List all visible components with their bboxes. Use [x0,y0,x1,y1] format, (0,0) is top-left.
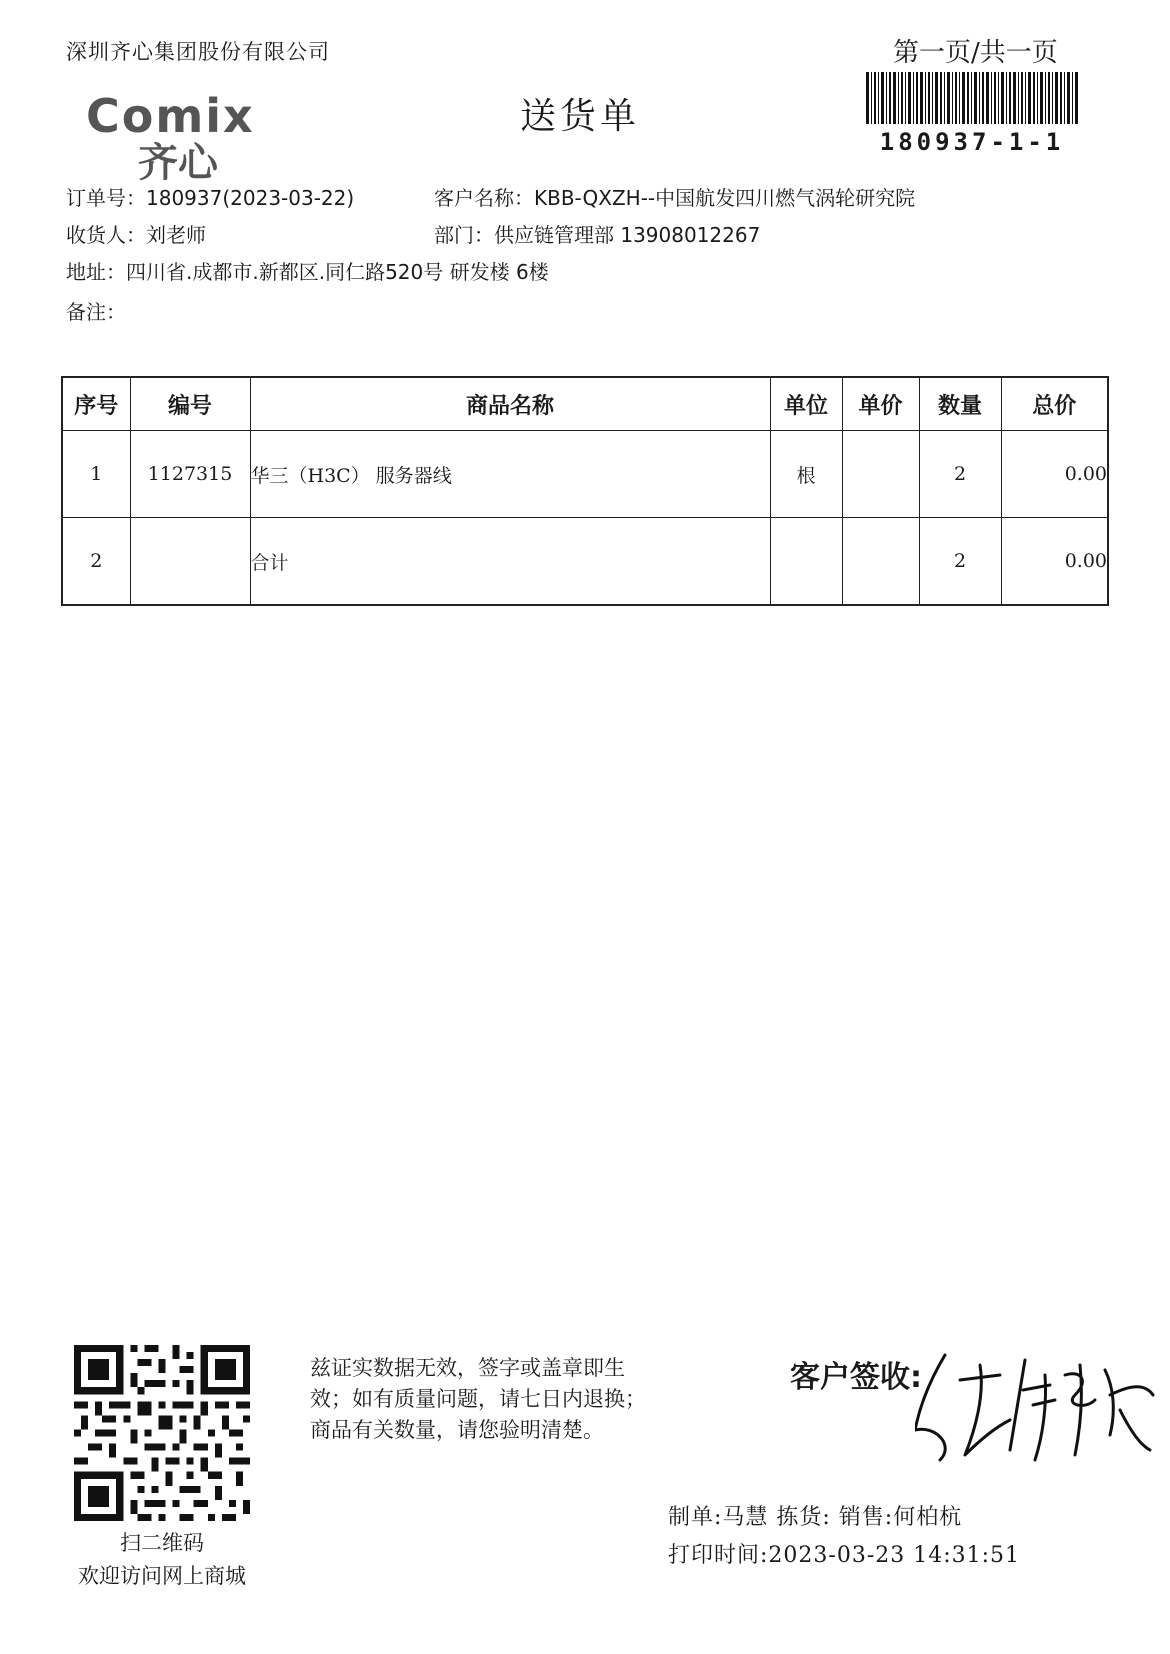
header-index: 序号 [62,377,130,431]
header-unit: 单位 [770,377,842,431]
print-time: 打印时间:2023-03-23 14:31:51 [668,1543,1021,1568]
logo-cn: 齐心 [138,140,218,186]
header-unit-price: 单价 [842,377,919,431]
cell-product-name: 合计 [250,518,770,606]
cell-quantity: 2 [919,431,1001,518]
cell-code [130,518,250,606]
cell-unit-price [842,518,919,606]
notice-line: 兹证实数据无效，签字或盖章即生 [310,1356,625,1380]
cell-unit [770,518,842,606]
remarks: 备注： [66,300,126,324]
cell-index: 1 [62,431,130,518]
receiver: 收货人：刘老师 [66,223,206,247]
cell-unit: 根 [770,431,842,518]
staff-info: 制单:马慧 拣货: 销售:何柏杭 [668,1505,963,1530]
notice-line: 商品有关数量，请您验明清楚。 [310,1418,604,1442]
department: 部门：供应链管理部 13908012267 [434,223,761,247]
barcode-number: 180937-1-1 [879,128,1065,156]
table-row [62,518,1108,606]
document-title: 送货单 [520,96,641,137]
customer-signature-label: 客户签收: [790,1360,922,1395]
qr-caption-scan: 扫二维码 [120,1531,204,1555]
cell-total: 0.00 [1001,518,1108,606]
cell-code: 1127315 [130,431,250,518]
cell-quantity: 2 [919,518,1001,606]
cell-index: 2 [62,518,130,606]
cell-unit-price [842,431,919,518]
notice-text [310,1353,710,1446]
logo-brand: Comix [86,90,255,143]
cell-product-name: 华三（H3C） 服务器线 [250,431,770,518]
order-number: 订单号：180937(2023-03-22) [66,186,355,210]
address: 地址：四川省.成都市.新都区.同仁路520号 研发楼 6楼 [66,260,549,284]
notice-line: 效；如有质量问题，请七日内退换； [310,1387,646,1411]
header-quantity: 数量 [919,377,1001,431]
qr-code [74,1345,250,1521]
page-indicator: 第一页/共一页 [893,38,1058,68]
company-name: 深圳齐心集团股份有限公司 [66,40,330,64]
items-table [61,376,1109,606]
cell-total: 0.00 [1001,431,1108,518]
header-code: 编号 [130,377,250,431]
barcode [866,72,1078,124]
customer-name: 客户名称：KBB-QXZH--中国航发四川燃气涡轮研究院 [434,186,916,210]
qr-caption-shop: 欢迎访问网上商城 [78,1564,246,1588]
table-header-row [62,377,1108,431]
handwritten-signature [915,1335,1155,1475]
comix-logo [86,90,316,186]
header-product-name: 商品名称 [250,377,770,431]
table-row [62,431,1108,518]
header-total: 总价 [1001,377,1108,431]
